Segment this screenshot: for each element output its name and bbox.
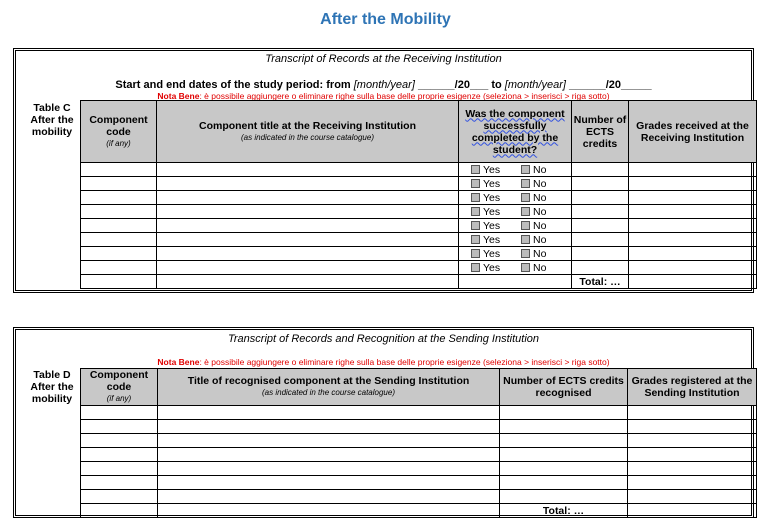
header-ects-recognised: Number of ECTS credits recognised bbox=[500, 369, 628, 406]
yes-option[interactable] bbox=[471, 262, 521, 274]
header-ects: Number of ECTS credits bbox=[572, 101, 629, 163]
grade-registered-cell[interactable] bbox=[628, 434, 757, 448]
ects-cell[interactable] bbox=[572, 261, 629, 275]
component-code-cell[interactable] bbox=[81, 490, 158, 504]
grade-cell[interactable] bbox=[629, 163, 757, 177]
component-code-cell[interactable] bbox=[81, 247, 157, 261]
component-code-cell[interactable] bbox=[81, 275, 157, 289]
no-option[interactable] bbox=[521, 262, 571, 274]
component-title-cell[interactable] bbox=[157, 163, 459, 177]
checkbox-icon[interactable] bbox=[471, 221, 480, 230]
ects-recognised-cell[interactable] bbox=[500, 406, 628, 420]
ects-recognised-cell[interactable] bbox=[500, 490, 628, 504]
side-label-line: Table D bbox=[33, 369, 71, 381]
component-code-cell[interactable] bbox=[81, 476, 158, 490]
component-code-cell[interactable] bbox=[81, 434, 158, 448]
dates-prefix: Start and end dates of the study period: from bbox=[115, 79, 354, 91]
grade-cell[interactable] bbox=[629, 247, 757, 261]
title-note: (as indicated in the course catalogue) bbox=[262, 388, 395, 397]
ects-cell[interactable] bbox=[572, 205, 629, 219]
component-code-cell[interactable] bbox=[81, 448, 158, 462]
header-component-code: Component code (if any) bbox=[81, 369, 158, 406]
yes-option[interactable] bbox=[471, 234, 521, 246]
no-option[interactable] bbox=[521, 220, 571, 232]
header-completed: Was the component successfully completed by the student? bbox=[459, 101, 572, 163]
table-c-container bbox=[13, 48, 754, 293]
grade-cell[interactable] bbox=[629, 191, 757, 205]
checkbox-icon[interactable] bbox=[521, 235, 530, 244]
component-title-cell[interactable] bbox=[157, 177, 459, 191]
no-option[interactable] bbox=[521, 178, 571, 190]
completed-cell bbox=[459, 177, 572, 191]
table-c-total-row bbox=[81, 275, 757, 289]
checkbox-icon[interactable] bbox=[471, 193, 480, 202]
header-grades: Grades received at the Receiving Institution bbox=[629, 101, 757, 163]
component-title-cell[interactable] bbox=[157, 247, 459, 261]
nota-bene-d bbox=[16, 357, 751, 367]
yes-option[interactable] bbox=[471, 192, 521, 204]
recognised-title-cell[interactable] bbox=[158, 448, 500, 462]
checkbox-icon[interactable] bbox=[471, 249, 480, 258]
table-c-row bbox=[81, 247, 757, 261]
recognised-title-cell[interactable] bbox=[158, 476, 500, 490]
ects-cell[interactable] bbox=[572, 219, 629, 233]
component-code-cell[interactable] bbox=[81, 163, 157, 177]
checkbox-icon[interactable] bbox=[521, 263, 530, 272]
yes-label: Yes bbox=[483, 163, 501, 176]
checkbox-icon[interactable] bbox=[521, 165, 530, 174]
side-label-line: Table C bbox=[33, 102, 71, 114]
ects-cell[interactable] bbox=[572, 233, 629, 247]
completed-cell bbox=[459, 247, 572, 261]
grade-cell[interactable] bbox=[629, 233, 757, 247]
recognised-title-cell[interactable] bbox=[158, 406, 500, 420]
recognised-title-cell[interactable] bbox=[158, 434, 500, 448]
grade-cell[interactable] bbox=[629, 205, 757, 219]
table-c-row bbox=[81, 233, 757, 247]
nota-bene-label: Nota Bene bbox=[157, 91, 200, 101]
table-d-title: Transcript of Records and Recognition at the Sending Institution bbox=[227, 333, 540, 345]
study-period-dates bbox=[16, 79, 751, 91]
side-label-line: After the bbox=[30, 114, 74, 126]
grade-registered-cell[interactable] bbox=[628, 448, 757, 462]
nota-bene-label: Nota Bene bbox=[157, 357, 200, 367]
completed-cell bbox=[459, 191, 572, 205]
table-c-header-row bbox=[81, 101, 757, 163]
dates-to-field[interactable]: ______/20_____ bbox=[565, 79, 652, 91]
checkbox-icon[interactable] bbox=[521, 221, 530, 230]
checkbox-icon[interactable] bbox=[471, 165, 480, 174]
checkbox-icon[interactable] bbox=[521, 193, 530, 202]
ects-recognised-cell[interactable] bbox=[500, 434, 628, 448]
checkbox-icon[interactable] bbox=[471, 235, 480, 244]
yes-option[interactable] bbox=[471, 178, 521, 190]
total-label: Total: … bbox=[572, 275, 629, 289]
yes-label: Yes bbox=[483, 177, 501, 190]
checkbox-icon[interactable] bbox=[521, 207, 530, 216]
table-c-title: Transcript of Records at the Receiving Institution bbox=[265, 53, 502, 65]
grade-cell[interactable] bbox=[629, 219, 757, 233]
no-option[interactable] bbox=[521, 164, 571, 176]
component-title-cell[interactable] bbox=[157, 191, 459, 205]
completed-cell bbox=[459, 233, 572, 247]
grade-registered-cell[interactable] bbox=[628, 504, 757, 518]
no-label: No bbox=[533, 261, 547, 274]
dates-from-hint: [month/year] bbox=[353, 79, 415, 91]
yes-option[interactable] bbox=[471, 164, 521, 176]
yes-label: Yes bbox=[483, 247, 501, 260]
component-code-cell[interactable] bbox=[81, 219, 157, 233]
component-code-cell[interactable] bbox=[81, 504, 158, 518]
no-label: No bbox=[533, 191, 547, 204]
table-d-grid bbox=[80, 368, 757, 518]
grade-registered-cell[interactable] bbox=[628, 406, 757, 420]
component-code-cell[interactable] bbox=[81, 462, 158, 476]
table-c-row bbox=[81, 219, 757, 233]
table-d-row bbox=[81, 448, 757, 462]
yes-label: Yes bbox=[483, 219, 501, 232]
table-d-total-row bbox=[81, 504, 757, 518]
component-code-cell[interactable] bbox=[81, 205, 157, 219]
total-label: Total: … bbox=[500, 504, 628, 518]
grade-registered-cell[interactable] bbox=[628, 420, 757, 434]
no-label: No bbox=[533, 219, 547, 232]
yes-label: Yes bbox=[483, 205, 501, 218]
ects-cell[interactable] bbox=[572, 247, 629, 261]
component-code-cell[interactable] bbox=[81, 177, 157, 191]
no-label: No bbox=[533, 205, 547, 218]
dates-from-field[interactable]: ______/20___ to bbox=[414, 79, 505, 91]
ects-cell[interactable] bbox=[572, 177, 629, 191]
nota-bene-text: : è possibile aggiungere o eliminare righe sulla base delle proprie esigenze (seleziona > inserisci > riga sotto) bbox=[199, 357, 610, 367]
table-d-row bbox=[81, 406, 757, 420]
table-c-row bbox=[81, 261, 757, 275]
yes-label: Yes bbox=[483, 261, 501, 274]
component-code-cell[interactable] bbox=[81, 420, 158, 434]
title-note: (as indicated in the course catalogue) bbox=[241, 132, 374, 142]
table-c-row bbox=[81, 205, 757, 219]
yes-label: Yes bbox=[483, 191, 501, 204]
completed-cell[interactable] bbox=[459, 275, 572, 289]
table-d-row bbox=[81, 476, 757, 490]
checkbox-icon[interactable] bbox=[471, 263, 480, 272]
grade-registered-cell[interactable] bbox=[628, 476, 757, 490]
header-grades-registered: Grades registered at the Sending Institution bbox=[628, 369, 757, 406]
component-title-cell[interactable] bbox=[157, 233, 459, 247]
ects-recognised-cell[interactable] bbox=[500, 462, 628, 476]
table-c-row bbox=[81, 177, 757, 191]
table-c-side-label bbox=[22, 102, 82, 138]
header-component-title: Component title at the Receiving Institution (as indicated in the course catalogue) bbox=[157, 101, 459, 163]
no-label: No bbox=[533, 247, 547, 260]
no-option[interactable] bbox=[521, 234, 571, 246]
checkbox-icon[interactable] bbox=[521, 179, 530, 188]
code-note: (if any) bbox=[106, 138, 131, 148]
component-title-cell[interactable] bbox=[157, 205, 459, 219]
recognised-title-cell[interactable] bbox=[158, 490, 500, 504]
completed-cell bbox=[459, 261, 572, 275]
dates-to-hint: [month/year] bbox=[504, 79, 566, 91]
recognised-title-cell[interactable] bbox=[158, 420, 500, 434]
grade-registered-cell[interactable] bbox=[628, 490, 757, 504]
component-title-cell[interactable] bbox=[157, 275, 459, 289]
ects-cell[interactable] bbox=[572, 191, 629, 205]
table-d-row bbox=[81, 490, 757, 504]
completed-cell bbox=[459, 205, 572, 219]
no-option[interactable] bbox=[521, 192, 571, 204]
side-label-line: After the bbox=[30, 381, 74, 393]
recognised-title-cell[interactable] bbox=[158, 462, 500, 476]
nota-bene-text: : è possibile aggiungere o eliminare righe sulla base delle proprie esigenze (seleziona > inserisci > riga sotto) bbox=[199, 91, 610, 101]
checkbox-icon[interactable] bbox=[471, 207, 480, 216]
grade-cell[interactable] bbox=[629, 261, 757, 275]
ects-recognised-cell[interactable] bbox=[500, 476, 628, 490]
ects-cell[interactable] bbox=[572, 163, 629, 177]
checkbox-icon[interactable] bbox=[521, 249, 530, 258]
yes-label: Yes bbox=[483, 233, 501, 246]
recognised-title-cell[interactable] bbox=[158, 504, 500, 518]
table-d-header-row bbox=[81, 369, 757, 406]
table-d-side-label bbox=[22, 369, 82, 405]
side-label-line: mobility bbox=[31, 393, 73, 405]
no-option[interactable] bbox=[521, 206, 571, 218]
table-d-row bbox=[81, 420, 757, 434]
completed-cell bbox=[459, 219, 572, 233]
table-c-grid bbox=[80, 100, 757, 289]
yes-option[interactable] bbox=[471, 248, 521, 260]
header-recognised-title: Title of recognised component at the Sending Institution (as indicated in the course catalogue) bbox=[158, 369, 500, 406]
component-title-cell[interactable] bbox=[157, 261, 459, 275]
code-note: (if any) bbox=[106, 394, 132, 403]
component-code-cell[interactable] bbox=[81, 233, 157, 247]
table-d-row bbox=[81, 462, 757, 476]
ects-recognised-cell[interactable] bbox=[500, 448, 628, 462]
completed-cell bbox=[459, 163, 572, 177]
ects-recognised-cell[interactable] bbox=[500, 420, 628, 434]
yes-option[interactable] bbox=[471, 206, 521, 218]
component-code-cell[interactable] bbox=[81, 261, 157, 275]
component-code-cell[interactable] bbox=[81, 191, 157, 205]
no-label: No bbox=[533, 163, 547, 176]
component-title-cell[interactable] bbox=[157, 219, 459, 233]
side-label-line: mobility bbox=[31, 126, 73, 138]
table-c-row bbox=[81, 191, 757, 205]
page-title: After the Mobility bbox=[320, 11, 451, 28]
header-component-code: Component code (if any) bbox=[81, 101, 157, 163]
checkbox-icon[interactable] bbox=[471, 179, 480, 188]
no-option[interactable] bbox=[521, 248, 571, 260]
yes-option[interactable] bbox=[471, 220, 521, 232]
component-code-cell[interactable] bbox=[81, 406, 158, 420]
no-label: No bbox=[533, 233, 547, 246]
table-d-row bbox=[81, 434, 757, 448]
table-d-container bbox=[13, 327, 754, 518]
grade-cell[interactable] bbox=[629, 177, 757, 191]
grade-cell[interactable] bbox=[629, 275, 757, 289]
no-label: No bbox=[533, 177, 547, 190]
grade-registered-cell[interactable] bbox=[628, 462, 757, 476]
table-c-row bbox=[81, 163, 757, 177]
